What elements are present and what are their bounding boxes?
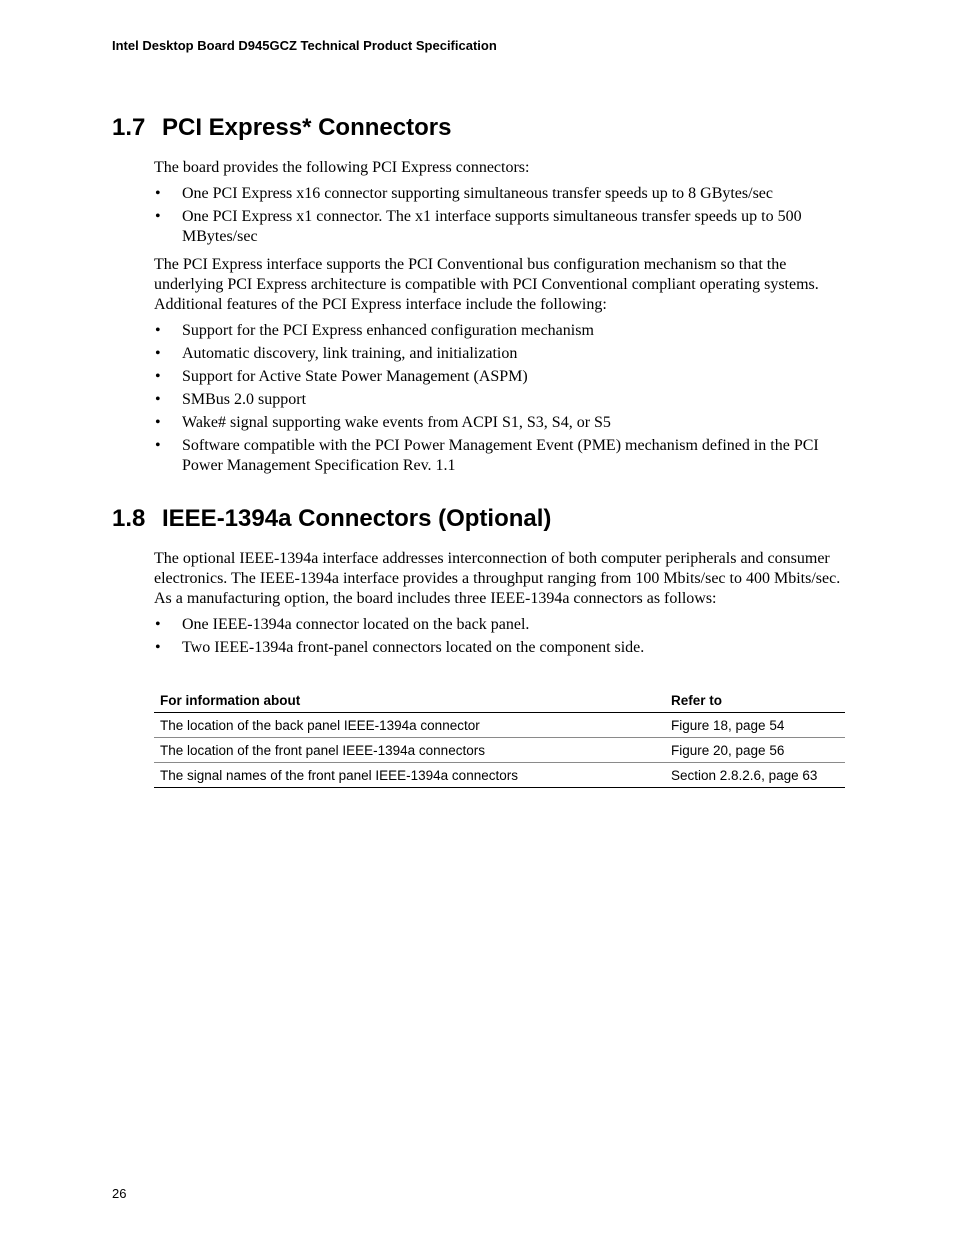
bullet-icon: •	[155, 414, 161, 431]
list-item: • Automatic discovery, link training, and initialization	[155, 345, 518, 362]
bullet-icon: •	[155, 368, 161, 385]
list-item: • One PCI Express x16 connector supporting simultaneous transfer speeds up to 8 GBytes/sec	[155, 185, 774, 202]
bullet-icon: •	[155, 185, 161, 202]
bullet-icon: •	[155, 345, 161, 362]
column-header: For information about	[154, 689, 665, 713]
section-title: PCI Express* Connectors	[162, 114, 452, 141]
list-item: • One PCI Express x1 connector. The x1 interface supports simultaneous transfer speeds up to 500 MBytes/sec	[155, 208, 802, 245]
table-header-row	[154, 689, 845, 713]
paragraph: The board provides the following PCI Express connectors:	[154, 159, 530, 176]
column-header: Refer to	[665, 689, 845, 713]
table-cell: The location of the back panel IEEE-1394a connector	[154, 713, 665, 738]
list-item: • Two IEEE-1394a front-panel connectors located on the component side.	[155, 639, 645, 656]
section-number: 1.7	[112, 114, 146, 141]
section-pci-express	[112, 114, 847, 479]
bullet-icon: •	[155, 391, 161, 408]
table-cell: The signal names of the front panel IEEE-1394a connectors	[154, 763, 665, 788]
list-item: • SMBus 2.0 support	[155, 391, 307, 408]
running-header: Intel Desktop Board D945GCZ Technical Product Specification	[112, 38, 497, 53]
table-cell-reference: Figure 20, page 56	[665, 738, 845, 763]
section-heading	[112, 505, 847, 533]
table-row	[154, 763, 845, 788]
section-number: 1.8	[112, 505, 146, 532]
bullet-list	[154, 321, 844, 476]
bullet-list	[154, 615, 844, 658]
bullet-icon: •	[155, 437, 161, 454]
table-row	[154, 738, 845, 763]
bullet-icon: •	[155, 322, 161, 339]
list-item: • Wake# signal supporting wake events from ACPI S1, S3, S4, or S5	[155, 414, 611, 431]
table-cell: The location of the front panel IEEE-1394a connectors	[154, 738, 665, 763]
page-number: 26	[112, 1186, 127, 1201]
section-heading	[112, 114, 847, 142]
bullet-icon: •	[155, 639, 161, 656]
list-item: • Software compatible with the PCI Power Management Event (PME) mechanism defined in the PCI Power Management Specification Rev. 1.1	[155, 437, 819, 474]
paragraph: The optional IEEE-1394a interface addresses interconnection of both computer peripherals and consumer electronics. The IEEE-1394a interface provides a throughput ranging from 100 Mbits/sec to 400 Mbits/sec. As a manufacturing option, the board includes three IEEE-1394a connectors as follows:	[154, 550, 841, 607]
section-title: IEEE-1394a Connectors (Optional)	[162, 505, 552, 532]
paragraph: The PCI Express interface supports the PCI Conventional bus configuration mechanism so that the underlying PCI Express architecture is compatible with PCI Conventional compliant operating systems. Additional features of the PCI Express interface include the following:	[154, 256, 819, 313]
list-item: • Support for the PCI Express enhanced configuration mechanism	[155, 322, 594, 339]
table-row	[154, 713, 845, 738]
table-cell-reference: Section 2.8.2.6, page 63	[665, 763, 845, 788]
list-item: • Support for Active State Power Management (ASPM)	[155, 368, 528, 385]
reference-table	[154, 689, 845, 788]
bullet-icon: •	[155, 616, 161, 633]
table-cell-reference: Figure 18, page 54	[665, 713, 845, 738]
bullet-list	[154, 184, 844, 247]
bullet-icon: •	[155, 208, 161, 225]
section-ieee-1394a	[112, 505, 847, 661]
list-item: • One IEEE-1394a connector located on the back panel.	[155, 616, 530, 633]
